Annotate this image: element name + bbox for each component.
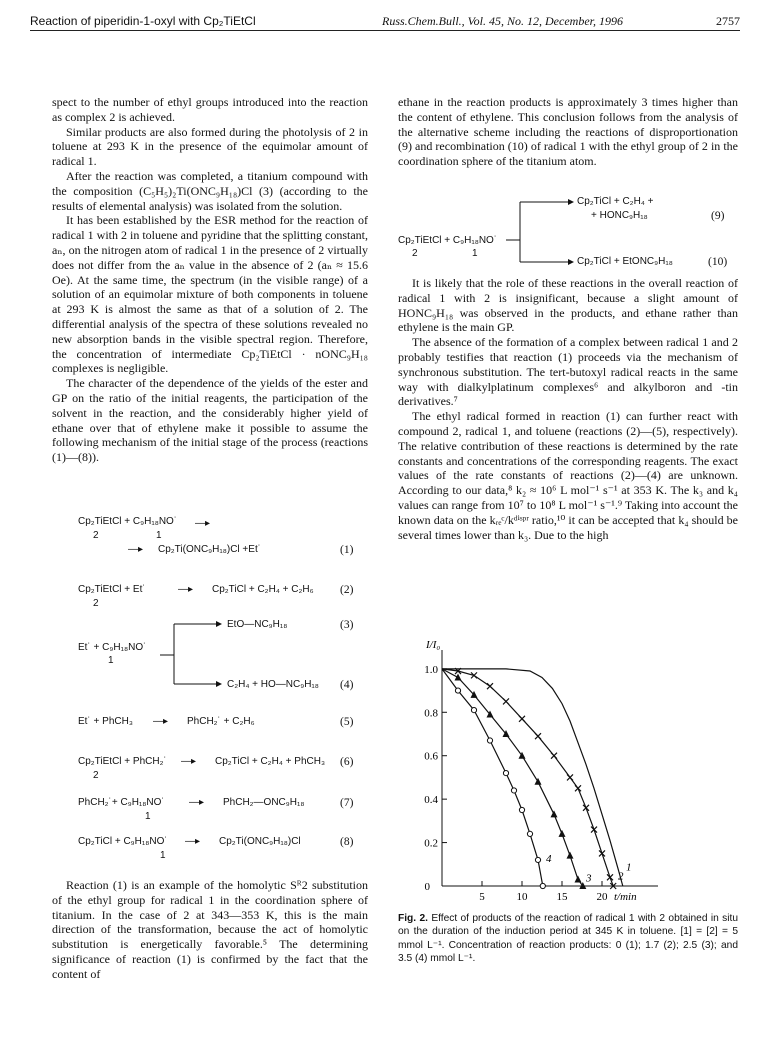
y-tick-label: 0.6 [424,750,438,763]
reaction-34-reactants: Et˙ + C₉H₁₈NO˙ [78,642,147,653]
reaction-7-reactants: PhCH₂˙+ C₉H₁₈NO˙ [78,797,165,808]
x-tick-label: 10 [516,891,528,903]
x-tick-label: 20 [596,891,608,903]
paragraph: ethane in the reaction products is approximately 3 times higher than the content of ethylene. This conclusion follows from the analysis of the alternative scheme including the reactions of disproportionation (9) and recombination (10) of radical 1 with the ethyl group of 2 in the coordination sphere of the titanium atom. [398,95,738,169]
reaction-8-reactants: Cp₂TiCl + C₉H₁₈NO˙ [78,836,168,847]
paragraph: After the reaction was completed, a titanium compound with the composition (C₅H₅)₂Ti(ONC₉H₁₈)Cl (3) (according to the results of elemental analysis) was isolated from the solution. [52,168,368,213]
branch-arrows [506,196,574,268]
data-point-x [583,805,589,811]
running-title: Reaction of piperidin-1-oxyl with Cp₂TiEtCl [30,14,256,28]
x-axis-title: t/min [614,891,637,903]
left-column-text-top [52,95,368,465]
right-column-text-middle [398,276,738,542]
reaction-1-products: Cp₂Ti(ONC₉H₁₈)Cl +Et˙ [158,544,262,555]
figure-caption [398,912,738,966]
paragraph: The character of the dependence of the yields of the ester and GP on the ratio of the initial reagents, the participation of the solvent in the reaction, and the considerably higher yield of ethane over that of ethylene make it possible to assume the following mechanism of the initial stage of the process (reactions (1)—(8)). [52,376,368,465]
data-point-circle [471,708,476,713]
y-tick-label: 0.2 [424,837,438,850]
origin-label: 0 [424,881,430,893]
caption-text: Effect of products of the reaction of radical 1 with 2 obtained in situ on the duration of the induction period at 345 K in toluene. [1] = [2] = 5 mmol L⁻¹. Concentration of reaction products: 0 (1); 1.7 (2); 2.5 (3); and 3.5 (4) mmol L⁻¹. [398,913,738,965]
reaction-9-products-cont: + HONC₉H₁₈ [591,210,648,221]
paragraph: spect to the number of ethyl groups introduced into the reaction as complex 2 is achieved. [52,95,368,124]
series-label: 2 [618,870,624,883]
equation-number: (6) [340,756,354,768]
compound-label: 2 [93,530,99,541]
data-point-x [607,874,613,880]
data-point-triangle [559,830,566,837]
equation-number: (3) [340,619,354,631]
reaction-4-products: C₂H₄ + HO—NC₉H₁₈ [227,679,319,690]
data-point-triangle [575,875,582,882]
right-column-text-top [398,95,738,169]
data-point-x [519,716,525,722]
reaction-1-reactants: Cp₂TiEtCl + C₉H₁₈NO˙ [78,516,178,527]
compound-label: 2 [412,248,418,259]
arrow-icon: —▸ [195,518,211,529]
reaction-8-products: Cp₂Ti(ONC₉H₁₈)Cl [219,836,301,847]
compound-label: 1 [160,850,166,861]
compound-label: 1 [156,530,162,541]
data-point-x [487,683,493,689]
data-point-circle [527,831,532,836]
reaction-5-reactants: Et˙ + PhCH₃ [78,716,133,727]
x-tick-label: 15 [556,891,568,903]
y-axis-title: I/I₀ [426,639,441,651]
series-line-3 [442,669,583,886]
reaction-7-products: PhCH₂—ONC₉H₁₈ [223,797,305,808]
data-point-circle [511,788,516,793]
running-header [30,14,740,31]
y-tick-label: 0.4 [424,794,438,807]
paragraph: It is likely that the role of these reactions in the overall reaction of radical 1 with 2 is insignificant, because a slight amount of HONC₉H₁₈ was observed in the products, and ethane rather than ethylene is the main GP. [398,276,738,335]
paragraph: Reaction (1) is an example of the homolytic Sᴿ2 substitution of the ethyl group for radical 1 in the coordination sphere of titanium. In the case of 2 at 343—353 K, this is the main direction of the transformation, because the act of homolytic substitution is energetically favorable.⁵ The determining significance of reaction (1) is confirmed by the fact that the content of [52,878,368,981]
reaction-9-products: Cp₂TiCl + C₂H₄ + [577,196,654,207]
branch-arrows [160,620,222,690]
paragraph: It has been established by the ESR method for the reaction of radical 1 with 2 in toluene and pyridine that the splitting constant, aₙ, on the nitrogen atom of radical 1 in the presence of 2 virtually does not differ from the aₙ value in the absence of 2 (aₙ ≈ 15.6 Oe). At the same time, the spectrum (in the visible range) of a solution of an equimolar mixture of both components in toluene at 293 K is almost the same as that of a solution of 2. The differential analysis of the spectra of these solutions revealed no new absorption bands in the visible spectral region. Therefore, the concentration of intermediate Cp₂TiEtCl · nONC₉H₁₈ complexes is negligible. [52,213,368,376]
series-line-4 [442,669,543,886]
reaction-910-reactants: Cp₂TiEtCl + C₉H₁₈NO˙ [398,235,498,246]
equation-number: (1) [340,544,354,556]
paragraph: The absence of the formation of a complex between radical 1 and 2 probably testifies that reaction (1) proceeds via the mechanism of synchronous substitution. The tert-butoxyl radical reacts in the same way with dialkylplatinum complexes⁶ and alkylboron and -tin derivatives.⁷ [398,335,738,409]
data-point-triangle [551,810,558,817]
arrow-icon: —▸ [185,836,201,847]
data-point-circle [519,807,524,812]
compound-label: 1 [108,655,114,666]
data-point-x [591,827,597,833]
journal-reference: Russ.Chem.Bull., Vol. 45, No. 12, December, 1996 [382,14,623,28]
data-point-triangle [455,674,462,681]
arrow-icon: —▸ [181,756,197,767]
x-tick-label: 5 [479,891,485,903]
series-label: 1 [626,861,632,874]
arrow-icon: —▸ [189,797,205,808]
data-point-circle [487,738,492,743]
data-point-circle [503,770,508,775]
arrow-icon: —▸ [128,544,144,555]
data-point-x [599,850,605,856]
series-label: 3 [586,872,592,885]
equation-number: (8) [340,836,354,848]
caption-label: Fig. 2. [398,913,428,924]
equation-number: (10) [708,256,728,268]
reaction-10-products: Cp₂TiCl + EtONC₉H₁₈ [577,256,673,267]
data-point-circle [535,857,540,862]
series-line-1 [442,669,623,886]
paragraph: Similar products are also formed during the photolysis of 2 in toluene at 293 K in the presence of the equimolar amount of radical 1. [52,124,368,169]
arrow-icon: —▸ [178,584,194,595]
page-number: 2757 [716,14,740,28]
data-point-x [575,785,581,791]
compound-label: 2 [93,598,99,609]
y-tick-label: 1.0 [424,663,438,676]
paragraph: The ethyl radical formed in reaction (1) can further react with compound 2, radical 1, and toluene (reactions (2)—(5), respectively). The relative contribution of these reactions is determined by the rate constants and concentrations of the corresponding reagents. The exact values of the rate constants of reactions (2)—(4) are unknown. According to our data,⁸ k₂ ≈ 10⁶ L mol⁻¹ s⁻¹ at 353 K. The k₃ and k₄ values can range from 10⁷ to 10⁸ L mol⁻¹ s⁻¹.⁹ Taking into account the known data on the kᵣₑᶜ/kᵈⁱˢᵖʳ ratio,¹⁰ it can be accepted that k₄ should be several times lower than k₃. Due to the high [398,409,738,542]
compound-label: 1 [472,248,478,259]
equation-number: (4) [340,679,354,691]
data-point-x [503,698,509,704]
arrow-icon: —▸ [153,716,169,727]
series-label: 4 [546,852,552,865]
compound-label: 1 [145,811,151,822]
equation-number: (5) [340,716,354,728]
data-point-x [551,753,557,759]
reaction-6-reactants: Cp₂TiEtCl + PhCH₂˙ [78,756,167,767]
data-point-circle [455,688,460,693]
y-tick-label: 0.8 [424,707,438,720]
reaction-2-products: Cp₂TiCl + C₂H₄ + C₂H₆ [212,584,314,595]
data-point-x [535,733,541,739]
data-point-x [567,774,573,780]
figure-chart [396,630,740,910]
left-column-text-bottom [52,878,368,982]
reaction-3-products: EtO—NC₉H₁₈ [227,619,288,630]
data-point-triangle [567,852,574,859]
compound-label: 2 [93,770,99,781]
equation-number: (7) [340,797,354,809]
reaction-6-products: Cp₂TiCl + C₂H₄ + PhCH₃ [215,756,326,767]
reaction-5-products: PhCH₂˙ + C₂H₆ [187,716,255,727]
equation-number: (9) [711,210,725,222]
data-point-circle [540,883,545,888]
reaction-2-reactants: Cp₂TiEtCl + Et˙ [78,584,146,595]
equation-number: (2) [340,584,354,596]
